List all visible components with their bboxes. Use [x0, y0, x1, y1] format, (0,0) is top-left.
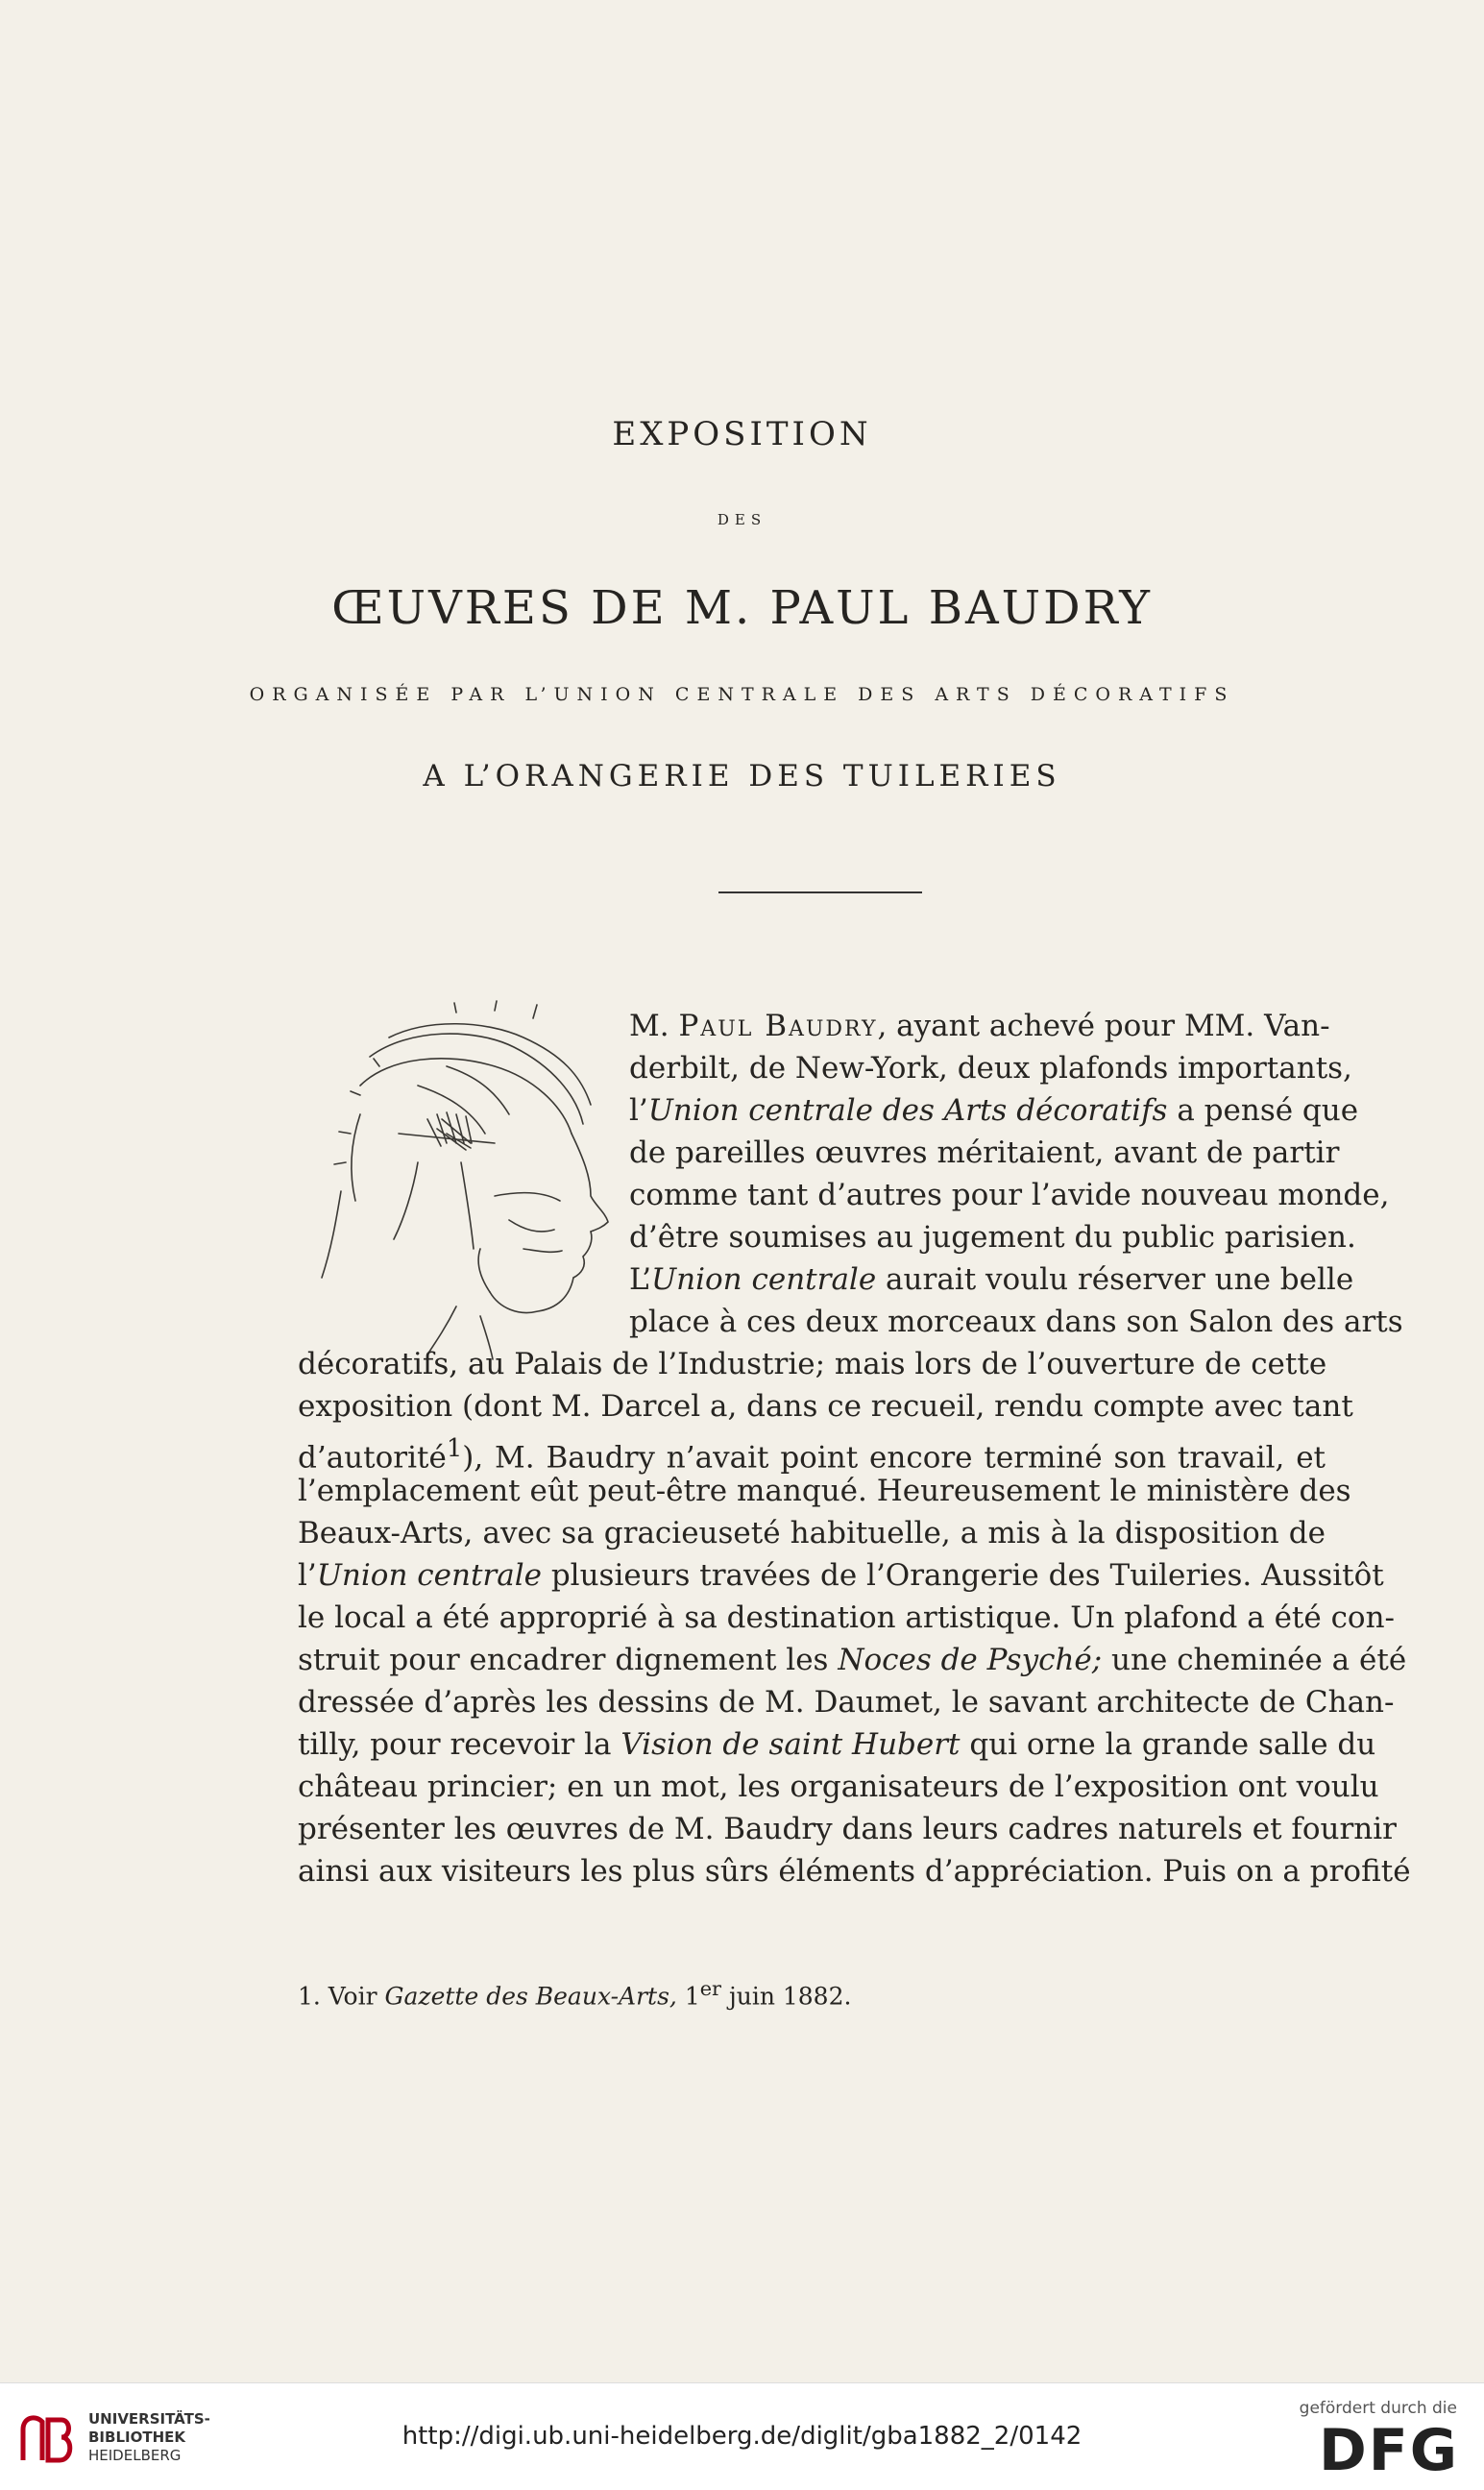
permalink-url[interactable]: http://digi.ub.uni-heidelberg.de/diglit/gba1882_2/0142 [401, 2422, 1083, 2451]
university-library-name[interactable]: UNIVERSITÄTS- BIBLIOTHEK HEIDELBERG [88, 2410, 210, 2464]
funding-caption: gefördert durch die [1299, 2399, 1457, 2418]
dfg-logo[interactable]: DFG [1318, 2417, 1459, 2484]
text-line: d’autorité$^1$), M. Baudry n’avait point encore terminé son travail, et [298, 1434, 1326, 1476]
text-line: l’Union centrale des Arts décoratifs a pensé que [629, 1093, 1359, 1128]
text-line: présenter les œuvres de M. Baudry dans leurs cadres naturels et fournir [298, 1812, 1398, 1846]
text-line: le local a été approprié à sa destination artistique. Un plafond a été con- [298, 1600, 1396, 1635]
title-exposition: EXPOSITION [612, 415, 872, 453]
portrait-sketch-image [303, 999, 620, 1364]
text-line: tilly, pour recevoir la Vision de saint Hubert qui orne la grande salle du [298, 1727, 1376, 1762]
text-line: L’Union centrale aurait voulu réserver une belle [629, 1262, 1354, 1297]
text-line: Beaux-Arts, avec sa gracieuseté habituelle, a mis à la disposition de [298, 1516, 1326, 1550]
viewer-footer [0, 2382, 1484, 2490]
text-line: l’emplacement eût peut-être manqué. Heureusement le ministère des [298, 1474, 1351, 1508]
title-des: DES [717, 511, 767, 528]
subtitle-orangerie: A L’ORANGERIE DES TUILERIES [423, 759, 1061, 793]
text-line: derbilt, de New-York, deux plafonds importants, [629, 1051, 1352, 1086]
text-line: dressée d’après les dessins de M. Daumet, le savant architecte de Chan- [298, 1685, 1395, 1720]
page-title: ŒUVRES DE M. PAUL BAUDRY [331, 581, 1153, 635]
text-line: place à ces deux morceaux dans son Salon des arts [629, 1305, 1403, 1339]
text-line: de pareilles œuvres méritaient, avant de partir [629, 1135, 1340, 1170]
text-line: ainsi aux visiteurs les plus sûrs éléments d’appréciation. Puis on a profité [298, 1854, 1411, 1889]
footnote-marker: 1 [446, 1434, 463, 1463]
footnote: 1. Voir Gazette des Beaux-Arts, 1er juin 1882. [298, 1977, 852, 2011]
text-line: struit pour encadrer dignement les Noces de Psyché; une cheminée a été [298, 1643, 1407, 1677]
text-line: l’Union centrale plusieurs travées de l’Orangerie des Tuileries. Aussitôt [298, 1558, 1384, 1593]
text-line: exposition (dont M. Darcel a, dans ce recueil, rendu compte avec tant [298, 1389, 1353, 1424]
text-line: décoratifs, au Palais de l’Industrie; mais lors de l’ouverture de cette [298, 1347, 1327, 1381]
title-divider [718, 891, 922, 893]
text-line: M. Paul Baudry, ayant achevé pour MM. Van- [629, 1009, 1330, 1043]
text-line: château princier; en un mot, les organisateurs de l’exposition ont voulu [298, 1770, 1379, 1804]
text-line: comme tant d’autres pour l’avide nouveau monde, [629, 1178, 1390, 1212]
subtitle-organisee: ORGANISÉE PAR L’UNION CENTRALE DES ARTS DÉCORATIFS [249, 684, 1235, 705]
text-line: d’être soumises au jugement du public parisien. [629, 1220, 1356, 1255]
